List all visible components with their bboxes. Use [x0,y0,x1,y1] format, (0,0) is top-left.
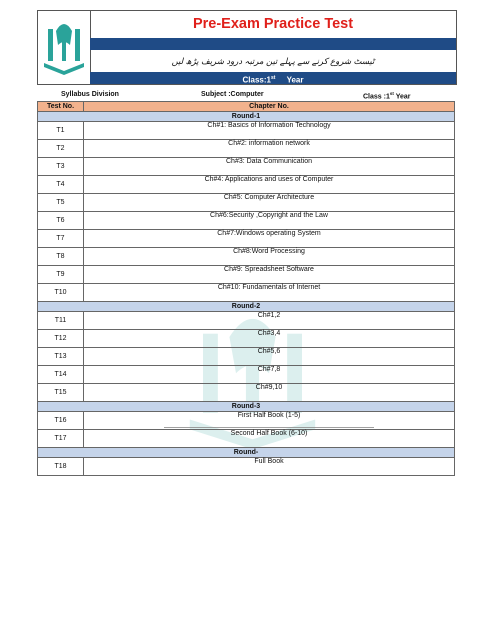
urdu-instructions: ٹیسٹ شروع کرنے سے پہلے تین مرتبہ درود شریف پڑھ لیں [171,56,375,66]
test-number-cell: T10 [38,284,84,302]
class-info-year: Year [395,93,411,101]
test-number-cell: T9 [38,266,84,284]
round-row [38,302,455,312]
table-row [38,430,455,448]
test-number-cell: T4 [38,176,84,194]
test-number-cell: T18 [38,458,84,476]
test-number-cell: T7 [38,230,84,248]
chapter-cell: Ch#8:Word Processing [84,248,455,266]
table-row [38,366,455,384]
round-row [38,112,455,122]
chapter-cell: Ch#6:Security ,Copyright and the Law [84,212,455,230]
chapter-cell: Ch#2: information network [84,140,455,158]
table-row [38,248,455,266]
test-number-cell: T13 [38,348,84,366]
title-divider-bar [90,38,456,50]
chapter-cell: Ch#7:Windows operating System [84,230,455,248]
chapter-cell: Ch#1,2 [84,312,455,330]
test-number-cell: T6 [38,212,84,230]
syllabus-table [37,101,455,476]
chapter-cell: Second Half Book (6-10) [84,430,455,448]
class-info [363,91,411,100]
test-number-cell: T12 [38,330,84,348]
table-row [38,458,455,476]
table-row [38,384,455,402]
chapter-no-header: Chapter No. [84,102,455,112]
class-info-prefix: Class :1 [363,93,390,101]
test-number-cell: T2 [38,140,84,158]
table-row [38,122,455,140]
round-row [38,448,455,458]
table-row [38,194,455,212]
chapter-cell: Ch#3: Data Communication [84,158,455,176]
class-label: Class:1 [242,75,271,85]
table-row [38,158,455,176]
chapter-cell: Ch#9: Spreadsheet Software [84,266,455,284]
test-number-cell: T1 [38,122,84,140]
test-number-cell: T3 [38,158,84,176]
round-title: Round- [38,448,455,458]
test-number-cell: T14 [38,366,84,384]
table-row [38,348,455,366]
chapter-cell: Ch#1: Basics of Information Technology [84,122,455,140]
test-number-cell: T11 [38,312,84,330]
table-row [38,266,455,284]
test-number-cell: T8 [38,248,84,266]
class-year: Year [286,75,304,85]
test-number-cell: T5 [38,194,84,212]
chapter-cell: Full Book [84,458,455,476]
book-logo-icon [38,11,90,84]
round-row [38,402,455,412]
table-row [38,312,455,330]
round-title: Round-3 [38,402,455,412]
chapter-cell: Ch#5: Computer Architecture [84,194,455,212]
table-row [38,140,455,158]
test-no-header: Test No. [38,102,84,112]
table-row [38,176,455,194]
class-banner [90,72,456,84]
syllabus-label: Syllabus Division [61,91,119,98]
chapter-cell: Ch#5,6 [84,348,455,366]
class-suffix: st [270,75,276,81]
chapter-cell: Ch#9,10 [84,384,455,402]
logo-box [38,11,91,84]
header-box [37,10,457,85]
table-body [38,112,455,476]
chapter-cell: Ch#7,8 [84,366,455,384]
chapter-cell: First Half Book (1-5) [84,412,455,430]
chapter-cell: Ch#4: Applications and uses of Computer [84,176,455,194]
test-number-cell: T15 [38,384,84,402]
table-header-row [38,102,455,112]
table-row [38,212,455,230]
round-title: Round-2 [38,302,455,312]
table-row [38,412,455,430]
page-title: Pre-Exam Practice Test [192,16,354,32]
class-info-suffix: st [389,91,394,96]
table-row [38,284,455,302]
chapter-cell: Ch#3,4 [84,330,455,348]
subject-label: Subject :Computer [201,91,264,98]
info-row [37,91,455,101]
table-row [38,230,455,248]
chapter-cell: Ch#10: Fundamentals of Internet [84,284,455,302]
test-number-cell: T17 [38,430,84,448]
round-title: Round-1 [38,112,455,122]
test-number-cell: T16 [38,412,84,430]
table-row [38,330,455,348]
